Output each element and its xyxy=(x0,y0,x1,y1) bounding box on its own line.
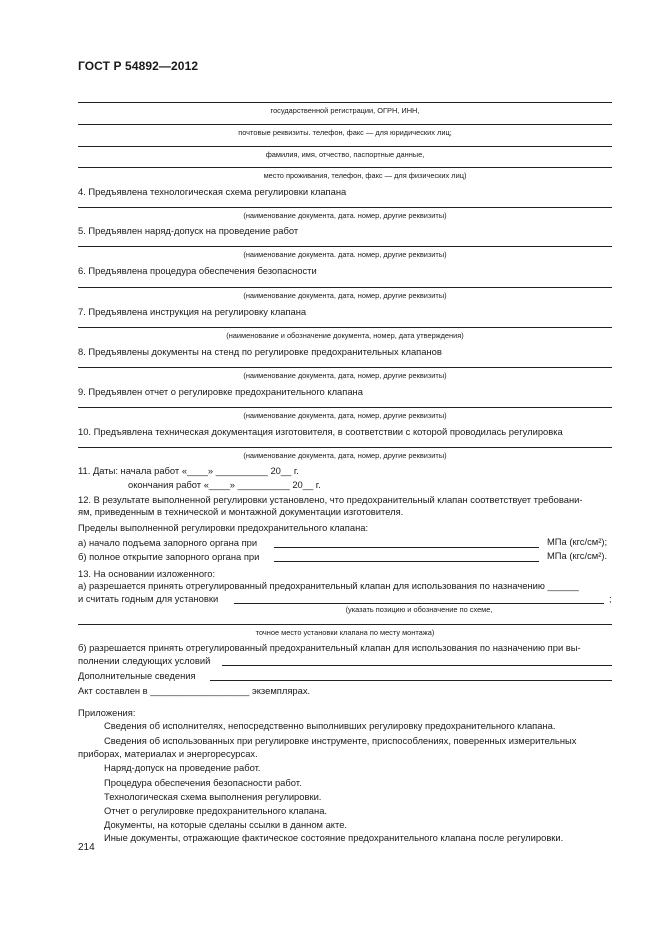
limit-a-field[interactable] xyxy=(274,547,539,548)
limit-a-unit: МПа (кгс/см²); xyxy=(547,536,608,547)
limit-b-unit: МПа (кгс/см²). xyxy=(547,550,608,561)
appendix-item: Отчет о регулировке предохранительного клапана. xyxy=(104,805,328,816)
extra-info-label: Дополнительные сведения xyxy=(78,670,196,681)
limits-heading: Пределы выполненной регулировки предохранительного клапана: xyxy=(78,522,369,533)
caption: (указать позицию и обозначение по схеме, xyxy=(345,605,493,614)
page-number: 214 xyxy=(78,842,95,853)
semicolon: ; xyxy=(609,593,612,604)
extra-info-field[interactable] xyxy=(210,680,612,681)
limit-b-field[interactable] xyxy=(274,561,539,562)
field-line[interactable] xyxy=(78,124,612,125)
item-6: 6. Предъявлена процедура обеспечения безопасности xyxy=(78,265,317,276)
caption: место проживания, телефон, факс — для физических лиц) xyxy=(263,171,467,180)
field-line[interactable] xyxy=(78,102,612,103)
caption: почтовые реквизиты. телефон, факс — для юридических лиц; xyxy=(238,128,452,137)
field-line[interactable] xyxy=(78,287,612,288)
field-line[interactable] xyxy=(78,407,612,408)
caption: (наименование документа, дата, номер, другие реквизиты) xyxy=(243,451,447,460)
field-line[interactable] xyxy=(78,447,612,448)
item-11-start-date[interactable]: 11. Даты: начала работ «____» __________ 20__ г. xyxy=(78,465,299,476)
appendix-item: Иные документы, отражающие фактическое состояние предохранительного клапана после регулировки. xyxy=(104,832,564,843)
caption: точное место установки клапана по месту монтажа) xyxy=(255,628,435,637)
appendix-item: приборах, материалах и энергоресурсах. xyxy=(78,748,258,759)
field-line[interactable] xyxy=(78,167,612,168)
caption: государственной регистрации, ОГРН, ИНН, xyxy=(270,106,420,115)
item-10: 10. Предъявлена техническая документация изготовителя, в соответствии с которой проводилась регулировка xyxy=(78,426,563,437)
appendix-item: Технологическая схема выполнения регулировки. xyxy=(104,791,322,802)
field-line[interactable] xyxy=(78,624,612,625)
field-line[interactable] xyxy=(78,207,612,208)
item-11-end-date[interactable]: окончания работ «____» __________ 20__ г. xyxy=(128,479,321,490)
item-13a-line1: а) разрешается принять отрегулированный предохранительный клапан для использования по назначению ______ xyxy=(78,580,579,591)
caption: (наименование документа, дата, номер, другие реквизиты) xyxy=(243,371,447,380)
field-line[interactable] xyxy=(78,367,612,368)
item-12-line1: 12. В результате выполненной регулировки установлено, что предохранительный клапан соответствует требовани- xyxy=(78,494,583,505)
limit-a-label: а) начало подъема запорного органа при xyxy=(78,537,258,548)
caption: (наименование документа, дата, номер, другие реквизиты) xyxy=(243,291,447,300)
caption: (наименование документа. дата. номер, другие реквизиты) xyxy=(243,250,447,259)
item-8: 8. Предъявлены документы на стенд по регулировке предохранительных клапанов xyxy=(78,346,442,357)
appendix-item: Процедура обеспечения безопасности работ. xyxy=(104,777,302,788)
caption: (наименование документа, дата, номер, другие реквизиты) xyxy=(243,411,447,420)
install-place-field[interactable] xyxy=(234,603,604,604)
appendix-item: Наряд-допуск на проведение работ. xyxy=(104,762,261,773)
item-12-line2: ям, приведенным в технической и монтажной документации изготовителя. xyxy=(78,506,404,517)
limit-b-label: б) полное открытие запорного органа при xyxy=(78,551,260,562)
item-13b-line2: полнении следующих условий xyxy=(78,655,211,666)
appendix-item: Сведения об использованных при регулировке инструменте, приспособлениях, поверенных измерительных xyxy=(104,735,577,746)
caption: фамилия, имя, отчество, паспортные данные, xyxy=(265,150,425,159)
item-7: 7. Предъявлена инструкция на регулировку клапана xyxy=(78,306,307,317)
conditions-field[interactable] xyxy=(222,665,612,666)
item-4: 4. Предъявлена технологическая схема регулировки клапана xyxy=(78,186,347,197)
field-line[interactable] xyxy=(78,146,612,147)
caption: (наименование и обозначение документа, номер, дата утверждения) xyxy=(226,331,464,340)
item-13b-line1: б) разрешается принять отрегулированный предохранительный клапан для использования по назначению при вы- xyxy=(78,642,581,653)
item-13a-line2: и считать годным для установки xyxy=(78,593,219,604)
item-5: 5. Предъявлен наряд-допуск на проведение работ xyxy=(78,225,299,236)
act-copies[interactable]: Акт составлен в ___________________ экземплярах. xyxy=(78,685,311,696)
field-line[interactable] xyxy=(78,246,612,247)
appendix-item: Сведения об исполнителях, непосредственно выполнивших регулировку предохранительного клапана. xyxy=(104,720,556,731)
item-9: 9. Предъявлен отчет о регулировке предохранительного клапана xyxy=(78,386,363,397)
standard-header: ГОСТ Р 54892—2012 xyxy=(78,59,199,73)
appendix-item: Документы, на которые сделаны ссылки в данном акте. xyxy=(104,819,348,830)
item-13: 13. На основании изложенного: xyxy=(78,568,216,579)
field-line[interactable] xyxy=(78,327,612,328)
caption: (наименование документа, дата. номер, другие реквизиты) xyxy=(243,211,447,220)
appendix-title: Приложения: xyxy=(78,707,136,718)
